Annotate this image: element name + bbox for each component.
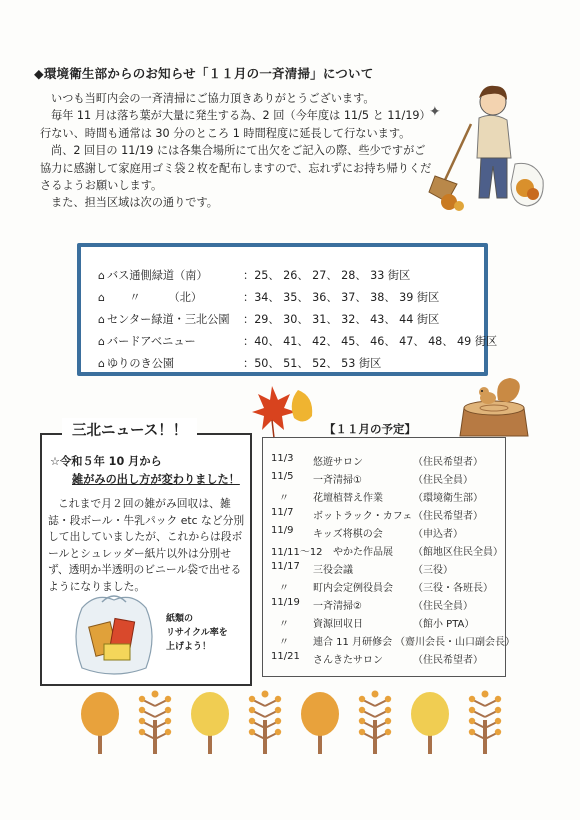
- tree-icon: [249, 691, 281, 755]
- district-row: ⌂ バス通側緑道（南） ：25、 26、 27、 28、 33 街区: [98, 269, 411, 282]
- schedule-row: 11/5 一斉清掃① （住民全員）: [271, 471, 473, 486]
- news-body: [48, 496, 246, 596]
- news-headline: ☆令和５年 10 月から: [50, 455, 162, 468]
- news-title: 三北ニュース！！: [62, 418, 197, 444]
- tree-icon: [411, 692, 449, 754]
- house-icon: ⌂: [98, 313, 105, 326]
- tree-icon: [191, 692, 229, 754]
- autumn-trees-decoration: [80, 690, 510, 760]
- tree-icon: [139, 691, 171, 755]
- schedule-row: 〃 花壇植替え作業 （環境衛生部）: [279, 493, 483, 504]
- news-body-text: これまで月２回の雑がみ回収は、雑誌・段ボール・牛乳パック etc など分別して出していましたが、これからは段ボールとシュレッダー紙片以外は分別せず、透明か半透明のビニール袋で出せるようになりました。: [48, 497, 245, 593]
- district-row: ⌂ センター緑道・三北公園 ：29、 30、 31、 32、 43、 44 街区: [98, 313, 440, 326]
- notice-paragraph: 尚、2 回目の 11/19 には各集合場所にて出欠をご記入の際、些少ですがご協力に感謝して家庭用ゴミ袋２枚を配布しますので、忘れずにお持ち帰りくださるようお願いします。: [40, 144, 432, 193]
- notice-intro: [40, 90, 435, 212]
- news-subheadline: 雑がみの出し方が変わりました！: [72, 473, 240, 486]
- district-row: ⌂ バードアベニュー ：40、 41、 42、 45、 46、 47、 48、 49 街区: [98, 335, 498, 348]
- tree-icon: [301, 692, 339, 754]
- schedule-box: [262, 437, 515, 677]
- notice-heading: ◆環境衛生部からのお知らせ「１１月の一斉清掃」について: [34, 66, 374, 81]
- schedule-row: 11/9 キッズ将棋の会 （申込者）: [271, 525, 463, 540]
- sweeping-person-illustration: [429, 80, 555, 210]
- recycle-caption-line: 上げよう！: [166, 642, 212, 652]
- recycle-caption-line: リサイクル率を: [166, 628, 228, 638]
- district-box: [77, 243, 498, 376]
- schedule-row: 11/19 一斉清掃② （住民全員）: [271, 597, 473, 612]
- tree-icon: [81, 692, 119, 754]
- schedule-row: 〃 町内会定例役員会 （三役・各班長）: [279, 583, 493, 594]
- house-icon: ⌂: [98, 291, 105, 304]
- house-icon: ⌂: [98, 357, 105, 370]
- schedule-row: 〃 連合 11 月研修会 （齋川会長・山口副会長）: [279, 637, 515, 648]
- notice-paragraph: いつも当町内会の一斉清掃にご協力頂きありがとうございます。: [51, 92, 375, 105]
- district-row: ⌂ ゆりのき公園 ：50、 51、 52、 53 街区: [98, 357, 382, 370]
- schedule-row: 〃 資源回収日 （館小 PTA）: [279, 619, 475, 630]
- notice-paragraph: また、担当区域は次の通りです。: [51, 196, 218, 210]
- schedule-title: 【１１月の予定】: [324, 422, 416, 436]
- house-icon: ⌂: [98, 269, 105, 282]
- schedule-row: 11/3 悠遊サロン （住民希望者）: [271, 453, 483, 468]
- schedule-row: 11/7 ボットラック・カフェ （住民希望者）: [271, 507, 483, 522]
- recycle-caption-line: 紙類の: [166, 614, 194, 624]
- tree-icon: [359, 691, 391, 755]
- schedule-row: 11/17 三役会議 （三役）: [271, 561, 453, 576]
- schedule-row: 11/21 さんきたサロン （住民希望者）: [271, 651, 483, 666]
- recycle-bag-illustration: [66, 590, 161, 678]
- squirrel-stump-illustration: [454, 372, 534, 442]
- svg-text:✦: ✦: [429, 104, 441, 120]
- house-icon: ⌂: [98, 335, 105, 348]
- schedule-row: 11/11～12 やかた作品展 （館地区住民全員）: [271, 547, 503, 558]
- tree-icon: [469, 691, 501, 755]
- notice-paragraph: 毎年 11 月は落ち葉が大量に発生する為、2 回（今年度は 11/5 と 11/19）行ない、時間も通常は 30 分のところ 1 時間程度に延長して行ないます。: [40, 109, 431, 140]
- district-row: ⌂ 〃 （北） ：34、 35、 36、 37、 38、 39 街区: [98, 291, 440, 304]
- recycle-caption: [166, 612, 246, 654]
